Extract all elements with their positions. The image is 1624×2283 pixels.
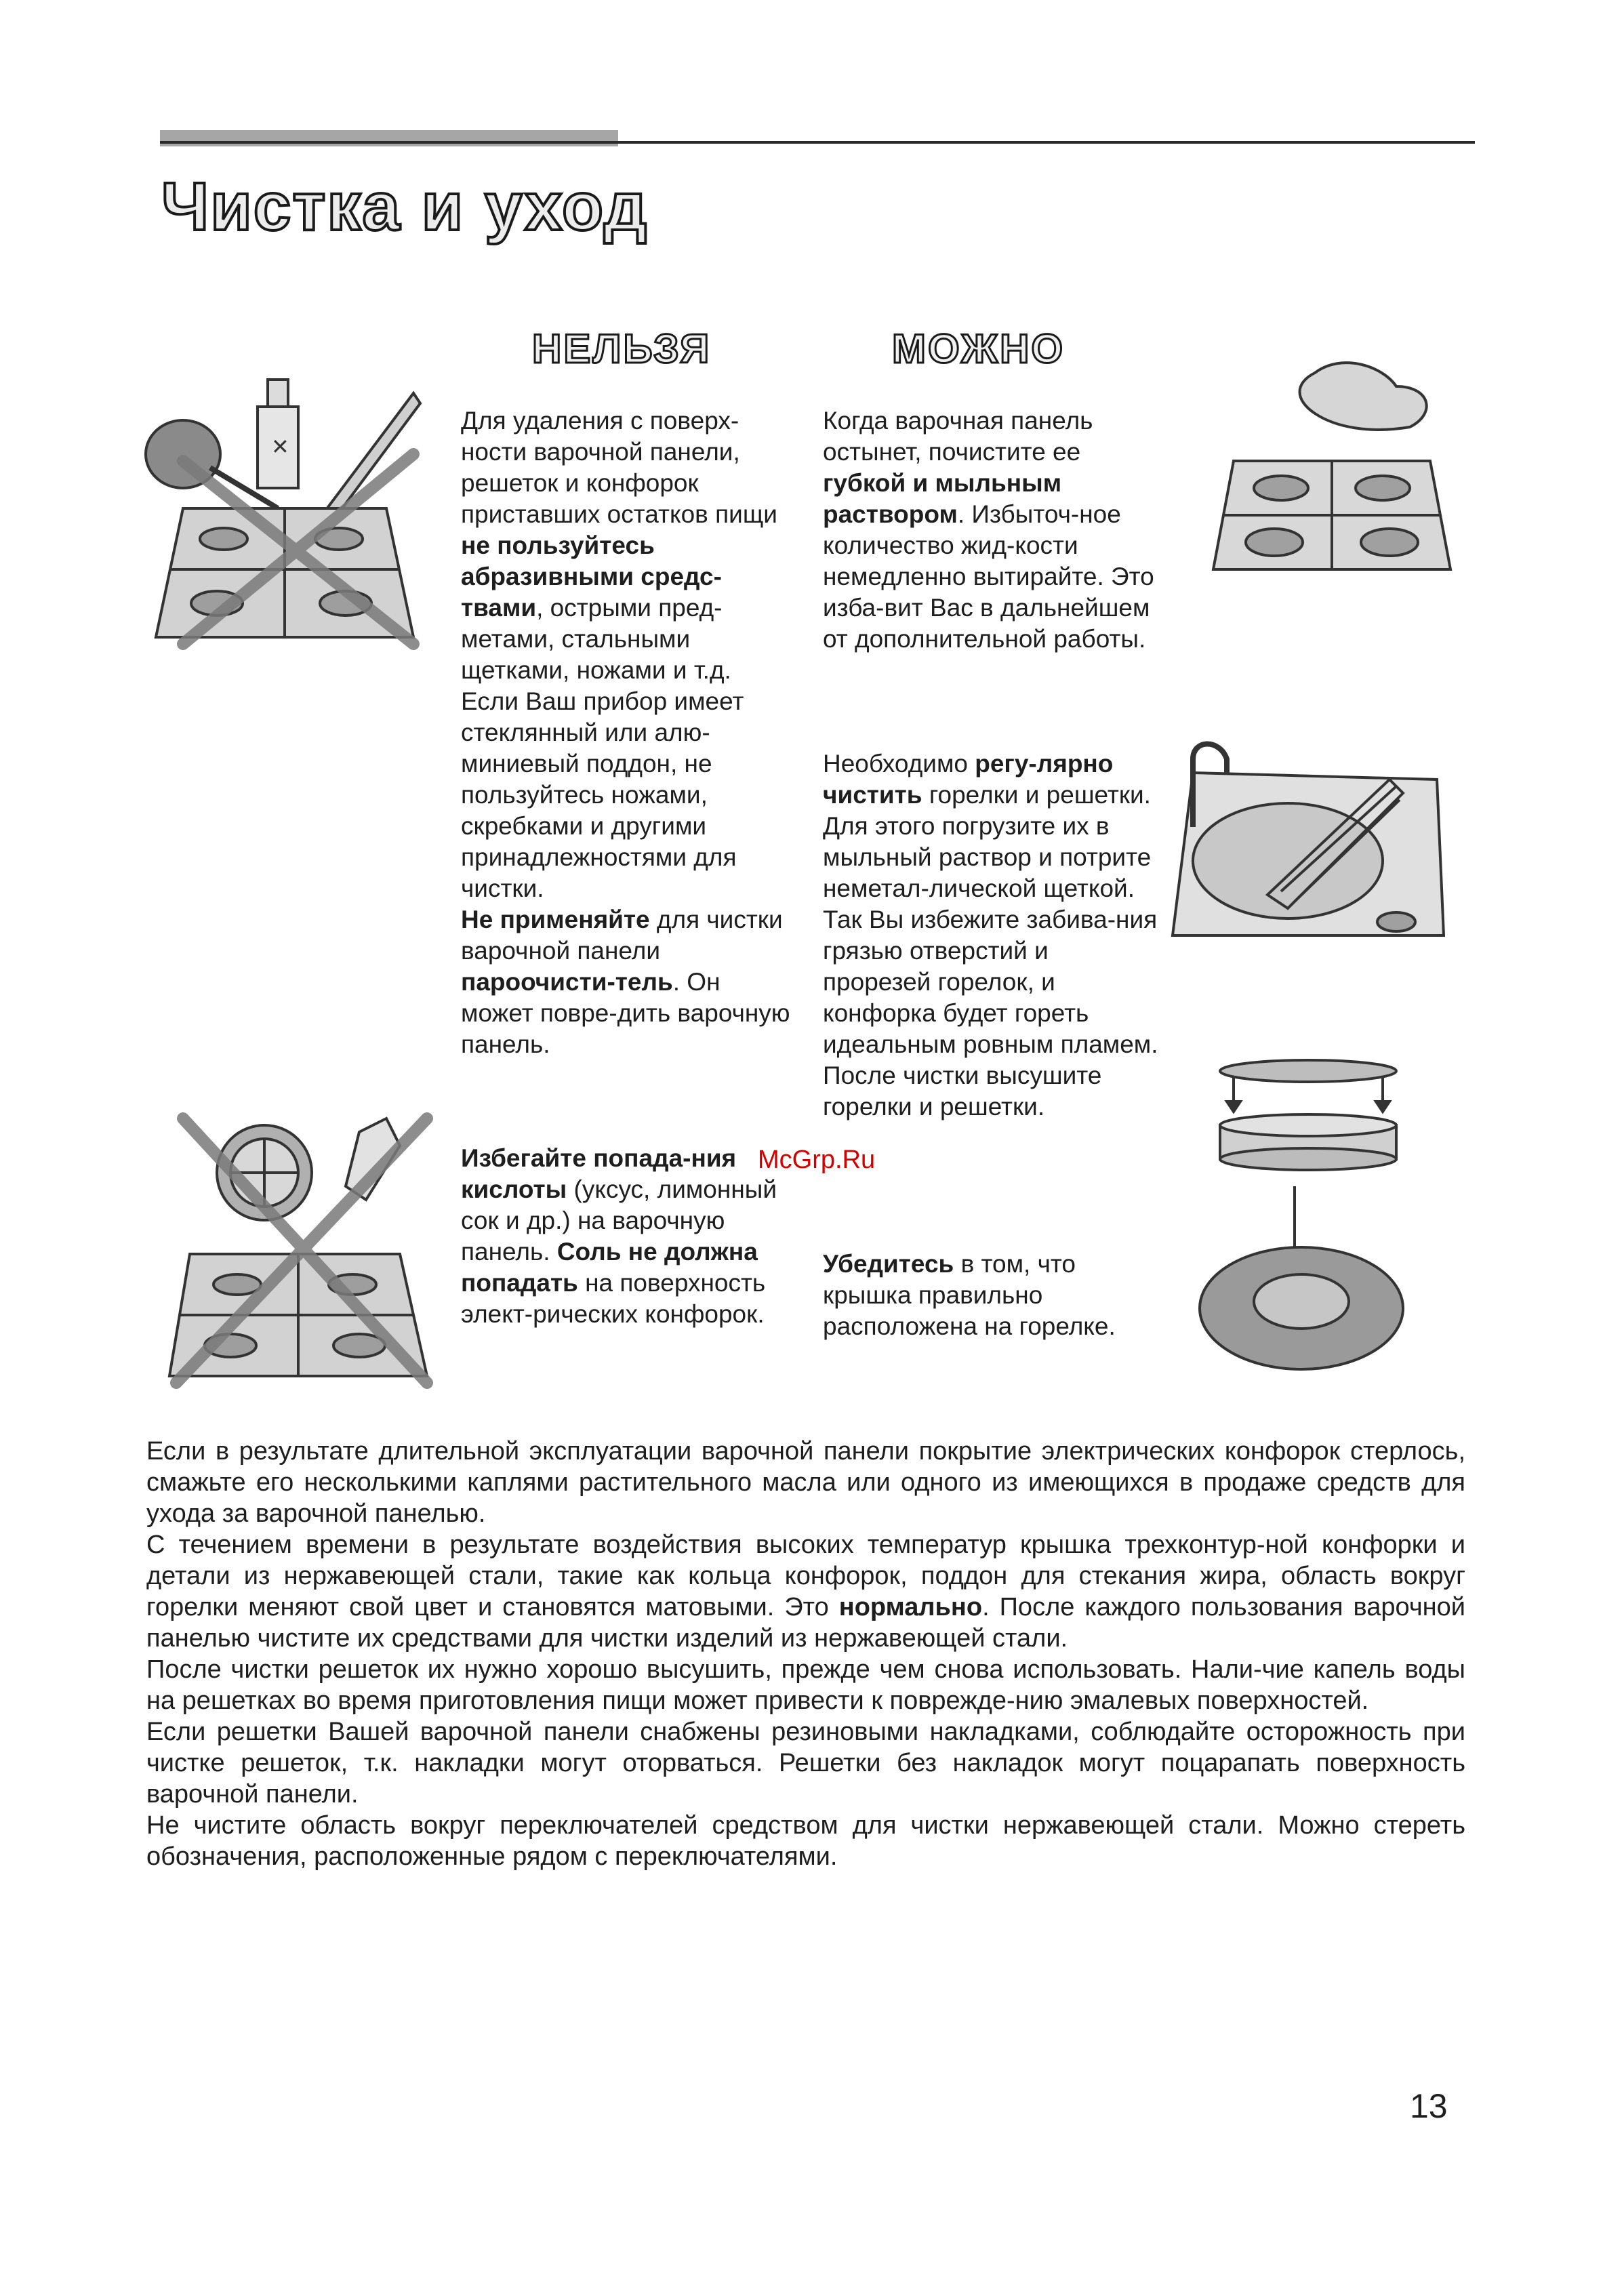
watermark: McGrp.Ru bbox=[758, 1146, 876, 1174]
burner-cap-icon bbox=[1193, 1057, 1423, 1376]
sponge-hob-icon bbox=[1206, 346, 1464, 603]
sink-grate-icon bbox=[1166, 732, 1450, 956]
header-rule-line bbox=[160, 141, 1475, 144]
do-heading: МОЖНО bbox=[892, 326, 1065, 371]
body-paragraph: С течением времени в результате воздействия высоких температур крышка трехконтур-ной конфорки и детали из нержавеющей стали, такие как кольца конфорок, поддон для стекания жира, область вокруг горелки меняют свой цвет и становятся матовыми. Это нормально. После каждого пользования варочной панелью чистите их средствами для чистки изделий из нержавеющей стали. bbox=[146, 1531, 1466, 1653]
body-paragraph: Не чистите область вокруг переключателей средством для чистки нержавеющей стали. Можно стереть обозначения, расположенные рядом с переключателями. bbox=[146, 1811, 1465, 1871]
do-burner-clean-text: Необходимо регу-лярно чистить горелки и решетки. Для этого погрузите их в мыльный раствор и потрите неметал-лической щеткой. Так Вы избежите забива-ния грязью отверстий и прорезей горелок, и конфорка будет гореть идеальным ровным пламем. После чистки высушите горелки и решетки. bbox=[823, 750, 1158, 1120]
do-cap-check-text: Убедитесь в том, что крышка правильно расположена на горелке. bbox=[823, 1250, 1116, 1340]
hob-abrasive-crossed-icon bbox=[142, 352, 434, 651]
body-text bbox=[146, 1436, 1465, 1872]
svg-text:✕: ✕ bbox=[271, 434, 289, 460]
dont-heading: НЕЛЬЗЯ bbox=[532, 326, 712, 371]
dont-acid-text: Избегайте попада-ния кислоты (уксус, лимонный сок и др.) на варочную панель. Соль не должна попадать на поверхность элект-рических конфорок. bbox=[461, 1144, 777, 1328]
header-rule-bar bbox=[160, 130, 618, 146]
body-paragraph: После чистки решеток их нужно хорошо высушить, прежде чем снова использовать. Нали-чие капель воды на решетках во время приготовления пищи может привести к поврежде-нию эмалевых поверхностей. bbox=[146, 1655, 1465, 1715]
dont-abrasive-text: Для удаления с поверх-ности варочной панели, решеток и конфорок приставших остатков пищи не пользуйтесь абразивными средс-твами, острыми пред-метами, стальными щетками, ножами и т.д. Если Ваш прибор имеет стеклянный или алю-миниевый поддон, не пользуйтесь ножами, скребками и другими принадлежностями для чистки. Не применяйте для чистки варочной панели пароочисти-тель. Он может повре-дить варочную панель. bbox=[461, 407, 790, 1058]
page-title: Чистка и уход bbox=[161, 169, 649, 245]
hob-acid-salt-crossed-icon bbox=[163, 1105, 434, 1390]
body-paragraph: Если решетки Вашей варочной панели снабжены резиновыми накладками, соблюдайте осторожность при чистке решеток, т.к. накладки могут оторваться. Решетки без накладок могут поцарапать поверхность варочной панели. bbox=[146, 1718, 1465, 1809]
page-number: 13 bbox=[1410, 2087, 1448, 2125]
do-sponge-text: Когда варочная панель остынет, почистите ее губкой и мыльным раствором. Избыточ-ное количество жид-кости немедленно вытирайте. Это изба-вит Вас в дальнейшем от дополнительной работы. bbox=[823, 407, 1154, 653]
body-paragraph: Если в результате длительной эксплуатации варочной панели покрытие электрических конфорок стерлось, смажьте его несколькими каплями растительного масла или одного из имеющихся в продаже средств для ухода за варочной панелью. bbox=[146, 1437, 1465, 1528]
